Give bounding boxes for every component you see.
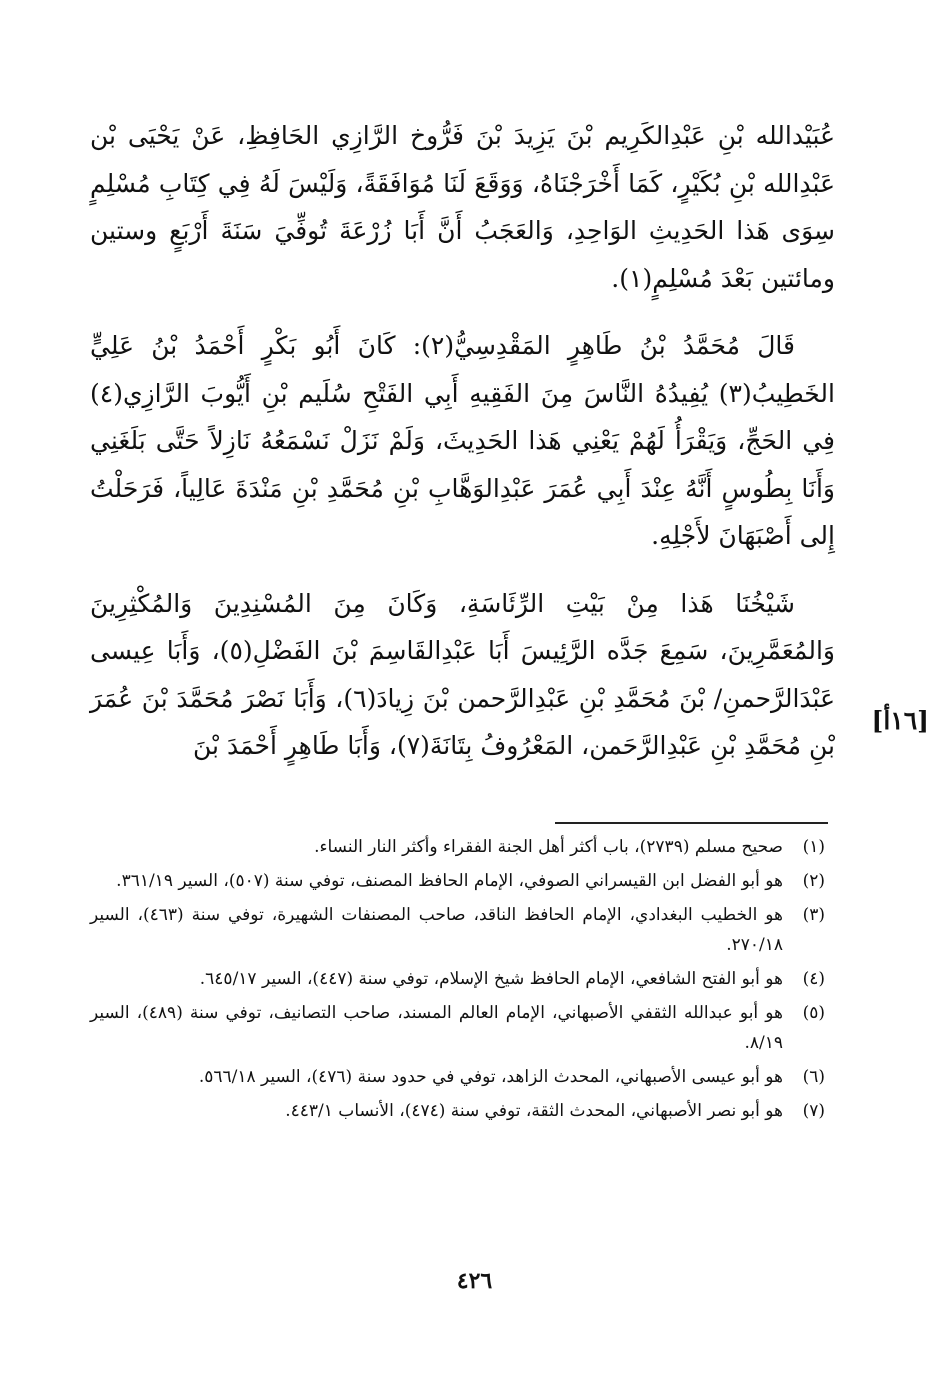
- footnote-text: هو أبو عبدالله الثقفي الأصبهاني، الإمام العالم المسند، صاحب التصانيف، توفي سنة (٤٨٩)، السير ٨/١٩.: [90, 1003, 783, 1053]
- footnote-number: (٣): [802, 905, 825, 925]
- footnote-5: [90, 998, 825, 1058]
- manuscript-folio-reference: [١٦أ]: [871, 706, 929, 735]
- footnote-1: [90, 832, 825, 862]
- footnote-number: (٥): [802, 1003, 825, 1023]
- footnote-4: [90, 964, 825, 994]
- page-number: ٤٢٦: [456, 1268, 493, 1294]
- footnote-text: هو أبو نصر الأصبهاني، المحدث الثقة، توفي سنة (٤٧٤)، الأنساب ٤٤٣/١.: [285, 1101, 783, 1121]
- footnote-number: (٧): [802, 1101, 825, 1121]
- footnote-text: هو الخطيب البغدادي، الإمام الحافظ الناقد، صاحب المصنفات الشهيرة، توفي سنة (٤٦٣)، السير ٢٧٠/١٨.: [90, 905, 783, 955]
- footnote-text: صحيح مسلم (٢٧٣٩)، باب أكثر أهل الجنة الفقراء وأكثر النار النساء.: [314, 837, 783, 857]
- footnote-number: (١): [802, 837, 825, 857]
- footnote-3: [90, 900, 825, 960]
- footnote-divider: [555, 822, 828, 824]
- paragraph-1: عُبَيْدالله بْنِ عَبْدِالكَرِيم بْنَ يَزِيدَ بْنَ فَرُّوخ الرَّازِي الحَافِظِ، عَنْ يَحْيَى بْن عَبْدِالله بْنِ بُكَيْرٍ، كَمَا أَخْرَجْنَاهُ، وَوَقَعَ لَنَا مُوَافَقَةً، وَلَيْسَ لَهُ فِي كِتَابِ مُسْلِمٍ سِوَى هَذا الحَدِيثِ الوَاحِدِ، وَالعَجَبُ أَنَّ أَبَا زُرْعَةَ تُوفِّيَ سَنَةَ أَرْبَعٍ وستين ومائتين بَعْدَ مُسْلِمٍ(١).: [90, 121, 835, 293]
- paragraph-2: قَالَ مُحَمَّدُ بْنُ طَاهِرٍ المَقْدِسِيُّ(٢): كَانَ أَبُو بَكْرٍ أَحْمَدُ بْنُ عَلِيٍّ الخَطِيبُ(٣) يُفِيدُهُ النَّاسَ مِنَ الفَقِيهِ أَبِي الفَتْحِ سُلَيم بْنِ أَيُّوبَ الرَّازِي(٤) فِي الحَجِّ، وَيَقْرَأُ لَهُمْ يَعْنِي هَذا الحَدِيثَ، وَلَمْ نَزَلْ نَسْمَعُهُ نَازِلاً حَتَّى بَلَغَنِي وَأَنَا بِطُوسٍ أَنَّهُ عِنْدَ أَبِي عُمَرَ عَبْدِالوَهَّابِ بْنِ مُحَمَّدِ بْنِ مَنْدَةَ عَالِياً، فَرَحَلْتُ إِلى أَصْبَهَانَ لأَجْلِهِ.: [90, 331, 835, 550]
- footnote-text: هو أبو الفتح الشافعي، الإمام الحافظ شيخ الإسلام، توفي سنة (٤٤٧)، السير ٦٤٥/١٧.: [199, 969, 783, 989]
- footnote-7: [90, 1096, 825, 1126]
- footnote-number: (٢): [802, 871, 825, 891]
- footnote-number: (٤): [802, 969, 825, 989]
- footnote-text: هو أبو الفضل ابن القيسراني الصوفي، الإمام الحافظ المصنف، توفي سنة (٥٠٧)، السير ٣٦١/١٩.: [116, 871, 783, 891]
- footnote-number: (٦): [802, 1067, 825, 1087]
- footnote-6: [90, 1062, 825, 1092]
- footnote-text: هو أبو عيسى الأصبهاني، المحدث الزاهد، توفي في حدود سنة (٤٧٦)، السير ٥٦٦/١٨.: [198, 1067, 783, 1087]
- main-text: [90, 112, 835, 770]
- footnotes: [90, 832, 825, 1130]
- paragraph-3: شَيْخُنَا هَذا مِنْ بَيْتِ الرِّئَاسَةِ، وَكَانَ مِنَ المُسْنِدِينَ وَالمُكْثِرِينَ وَالمُعَمَّرِينَ، سَمِعَ جَدَّه الرَّئِيسَ أَبَا عَبْدِالقَاسِمَ بْنَ الفَضْلِ(٥)، وَأَبَا عِيسى عَبْدَالرَّحمنِ/ بْنَ مُحَمَّدِ بْنِ عَبْدِالرَّحمن بْنَ زِيادَ(٦)، وَأَبَا نَصْرَ مُحَمَّدَ بْنَ عُمَرَ بْنِ مُحَمَّدِ بْنِ عَبْدِالرَّحَمن، المَعْرُوفُ بِتَانَةَ(٧)، وَأَبَا طَاهِرٍ أَحْمَدَ بْنَ: [90, 588, 835, 760]
- footnote-2: [90, 866, 825, 896]
